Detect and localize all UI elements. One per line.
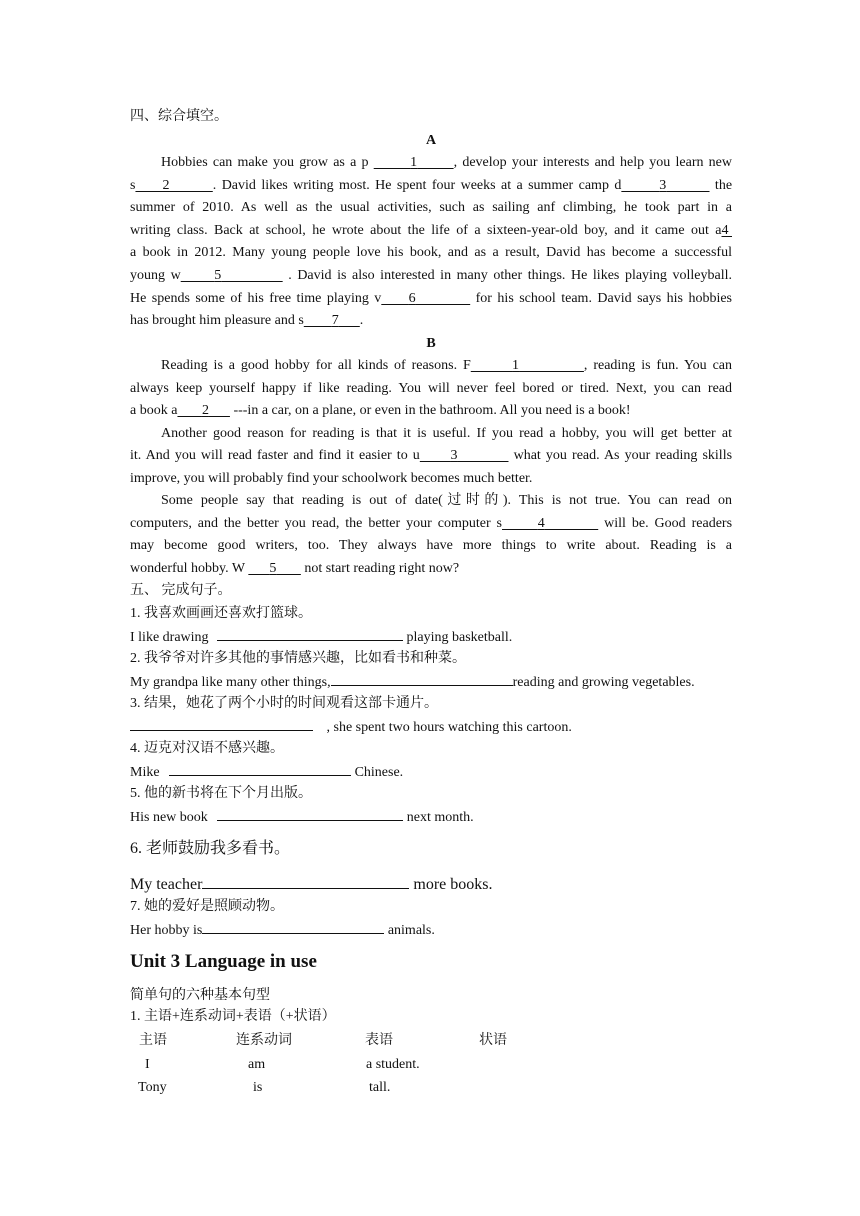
blank-a1[interactable]: 1 <box>410 155 418 170</box>
passage-a-line-8: has brought him pleasure and s 7 . <box>130 313 364 328</box>
passage-b-line-8: computers, and the better you read, the better your computer s 4 will be. Good readers <box>130 516 733 531</box>
table-header-predicative: 表语 <box>365 1033 393 1048</box>
sentence-1-en: I like drawing playing basketball. <box>130 626 732 649</box>
passage-b-line-7: Some people say that reading is out of date(过时的). This is not true. You can read on <box>161 493 733 508</box>
answer-blank-1[interactable] <box>217 626 403 641</box>
sentence-6-cn: 6. 老师鼓励我多看书。 <box>130 840 291 857</box>
blank-a7[interactable]: 7 <box>331 313 339 328</box>
answer-blank-2[interactable] <box>331 671 513 686</box>
cn-gloss: 过时的 <box>442 493 503 508</box>
blank-a5[interactable]: 5 <box>214 268 222 283</box>
blank-b5[interactable]: 5 <box>269 561 277 576</box>
section4-title: 四、综合填空。 <box>130 109 228 124</box>
grammar-intro: 简单句的六种基本句型 <box>130 988 270 1003</box>
passage-a-heading: A <box>425 133 437 148</box>
passage-b-line-1: Reading is a good hobby for all kinds of reasons. F 1 , reading is fun. You can <box>161 358 733 373</box>
blank-a6[interactable]: 6 <box>408 291 416 306</box>
section5-title: 五、 完成句子。 <box>130 583 232 598</box>
sentence-4-cn: 4. 迈克对汉语不感兴趣。 <box>130 741 284 756</box>
passage-b-line-3: a book a 2 ---in a car, on a plane, or even in the bathroom. All you need is a book! <box>130 403 631 418</box>
blank-b4[interactable]: 4 <box>537 516 545 531</box>
sentence-1-cn: 1. 我喜欢画画还喜欢打篮球。 <box>130 606 312 621</box>
table-header-linking-verb: 连系动词 <box>236 1033 292 1048</box>
passage-b-line-6: improve, you will probably find your schoolwork becomes much better. <box>130 471 533 486</box>
answer-blank-4[interactable] <box>169 761 351 776</box>
table-header-adverbial: 状语 <box>479 1033 507 1048</box>
answer-blank-3[interactable] <box>130 716 313 731</box>
sentence-4-en: Mike Chinese. <box>130 761 732 784</box>
passage-b-line-10: wonderful hobby. W 5 not start reading right now? <box>130 561 460 576</box>
table-cell: am <box>248 1057 266 1072</box>
passage-a-line-7: He spends some of his free time playing v 6 for his school team. David says his hobbies <box>130 291 732 306</box>
passage-a-line-4: writing class. Back at school, he wrote about the life of a sixteen-year-old boy, and it came out a4 <box>130 220 732 242</box>
table-cell: I <box>145 1057 150 1072</box>
sentence-5-cn: 5. 他的新书将在下个月出版。 <box>130 786 312 801</box>
answer-blank-6[interactable] <box>202 872 409 889</box>
passage-a-line-1: Hobbies can make you grow as a p 1 , develop your interests and help you learn new <box>161 155 733 170</box>
passage-a-line-2: s 2 . David likes writing most. He spent four weeks at a summer camp d 3 the <box>130 178 733 193</box>
passage-a-line-6: young w 5 . David is also interested in many other things. He likes playing volleyball. <box>130 268 733 283</box>
blank-a4[interactable]: 4 <box>721 223 729 238</box>
passage-a-line-3: summer of 2010. As well as the usual activities, such as sailing anf climbing, he took part in a <box>130 200 732 215</box>
blank-b2[interactable]: 2 <box>201 403 209 418</box>
sentence-7-cn: 7. 她的爱好是照顾动物。 <box>130 899 284 914</box>
answer-blank-7[interactable] <box>202 919 384 934</box>
sentence-5-en: His new book next month. <box>130 806 732 829</box>
table-cell: tall. <box>369 1080 391 1095</box>
passage-b-line-5: it. And you will read faster and find it easier to u 3 what you read. As your reading skills <box>130 448 733 463</box>
table-cell: is <box>253 1080 263 1095</box>
sentence-7-en: Her hobby is animals. <box>130 919 732 942</box>
grammar-pattern-1: 1. 主语+连系动词+表语（+状语） <box>130 1009 336 1024</box>
table-cell: a student. <box>366 1057 420 1072</box>
sentence-3-cn: 3. 结果，她花了两个小时的时间观看这部卡通片。 <box>130 696 438 711</box>
table-header-subject: 主语 <box>139 1033 167 1048</box>
blank-b3[interactable]: 3 <box>450 448 458 463</box>
blank-a2[interactable]: 2 <box>162 178 170 193</box>
table-cell: Tony <box>138 1080 167 1095</box>
passage-b-heading: B <box>426 336 436 351</box>
blank-a3[interactable]: 3 <box>659 178 667 193</box>
unit-title: Unit 3 Language in use <box>130 951 317 972</box>
sentence-2-en: My grandpa like many other things, reading and growing vegetables. <box>130 671 732 694</box>
passage-b-line-2: always keep yourself happy if like reading. You will never feel bored or tired. Next, you can read <box>130 381 732 396</box>
passage-a-line-5: a book in 2012. Many young people love his book, and as a result, David has become a successful <box>130 245 732 260</box>
sentence-3-en: , she spent two hours watching this cartoon. <box>130 716 732 739</box>
answer-blank-5[interactable] <box>217 806 403 821</box>
passage-b-line-4: Another good reason for reading is that it is useful. If you read a hobby, you will get better at <box>161 426 732 441</box>
passage-b-line-9: may become good writers, too. They always have more things to write about. Reading is a <box>130 538 732 553</box>
blank-b1[interactable]: 1 <box>512 358 520 373</box>
sentence-6-en: My teacher more books. <box>130 872 732 896</box>
sentence-2-cn: 2. 我爷爷对许多其他的事情感兴趣，比如看书和种菜。 <box>130 651 466 666</box>
